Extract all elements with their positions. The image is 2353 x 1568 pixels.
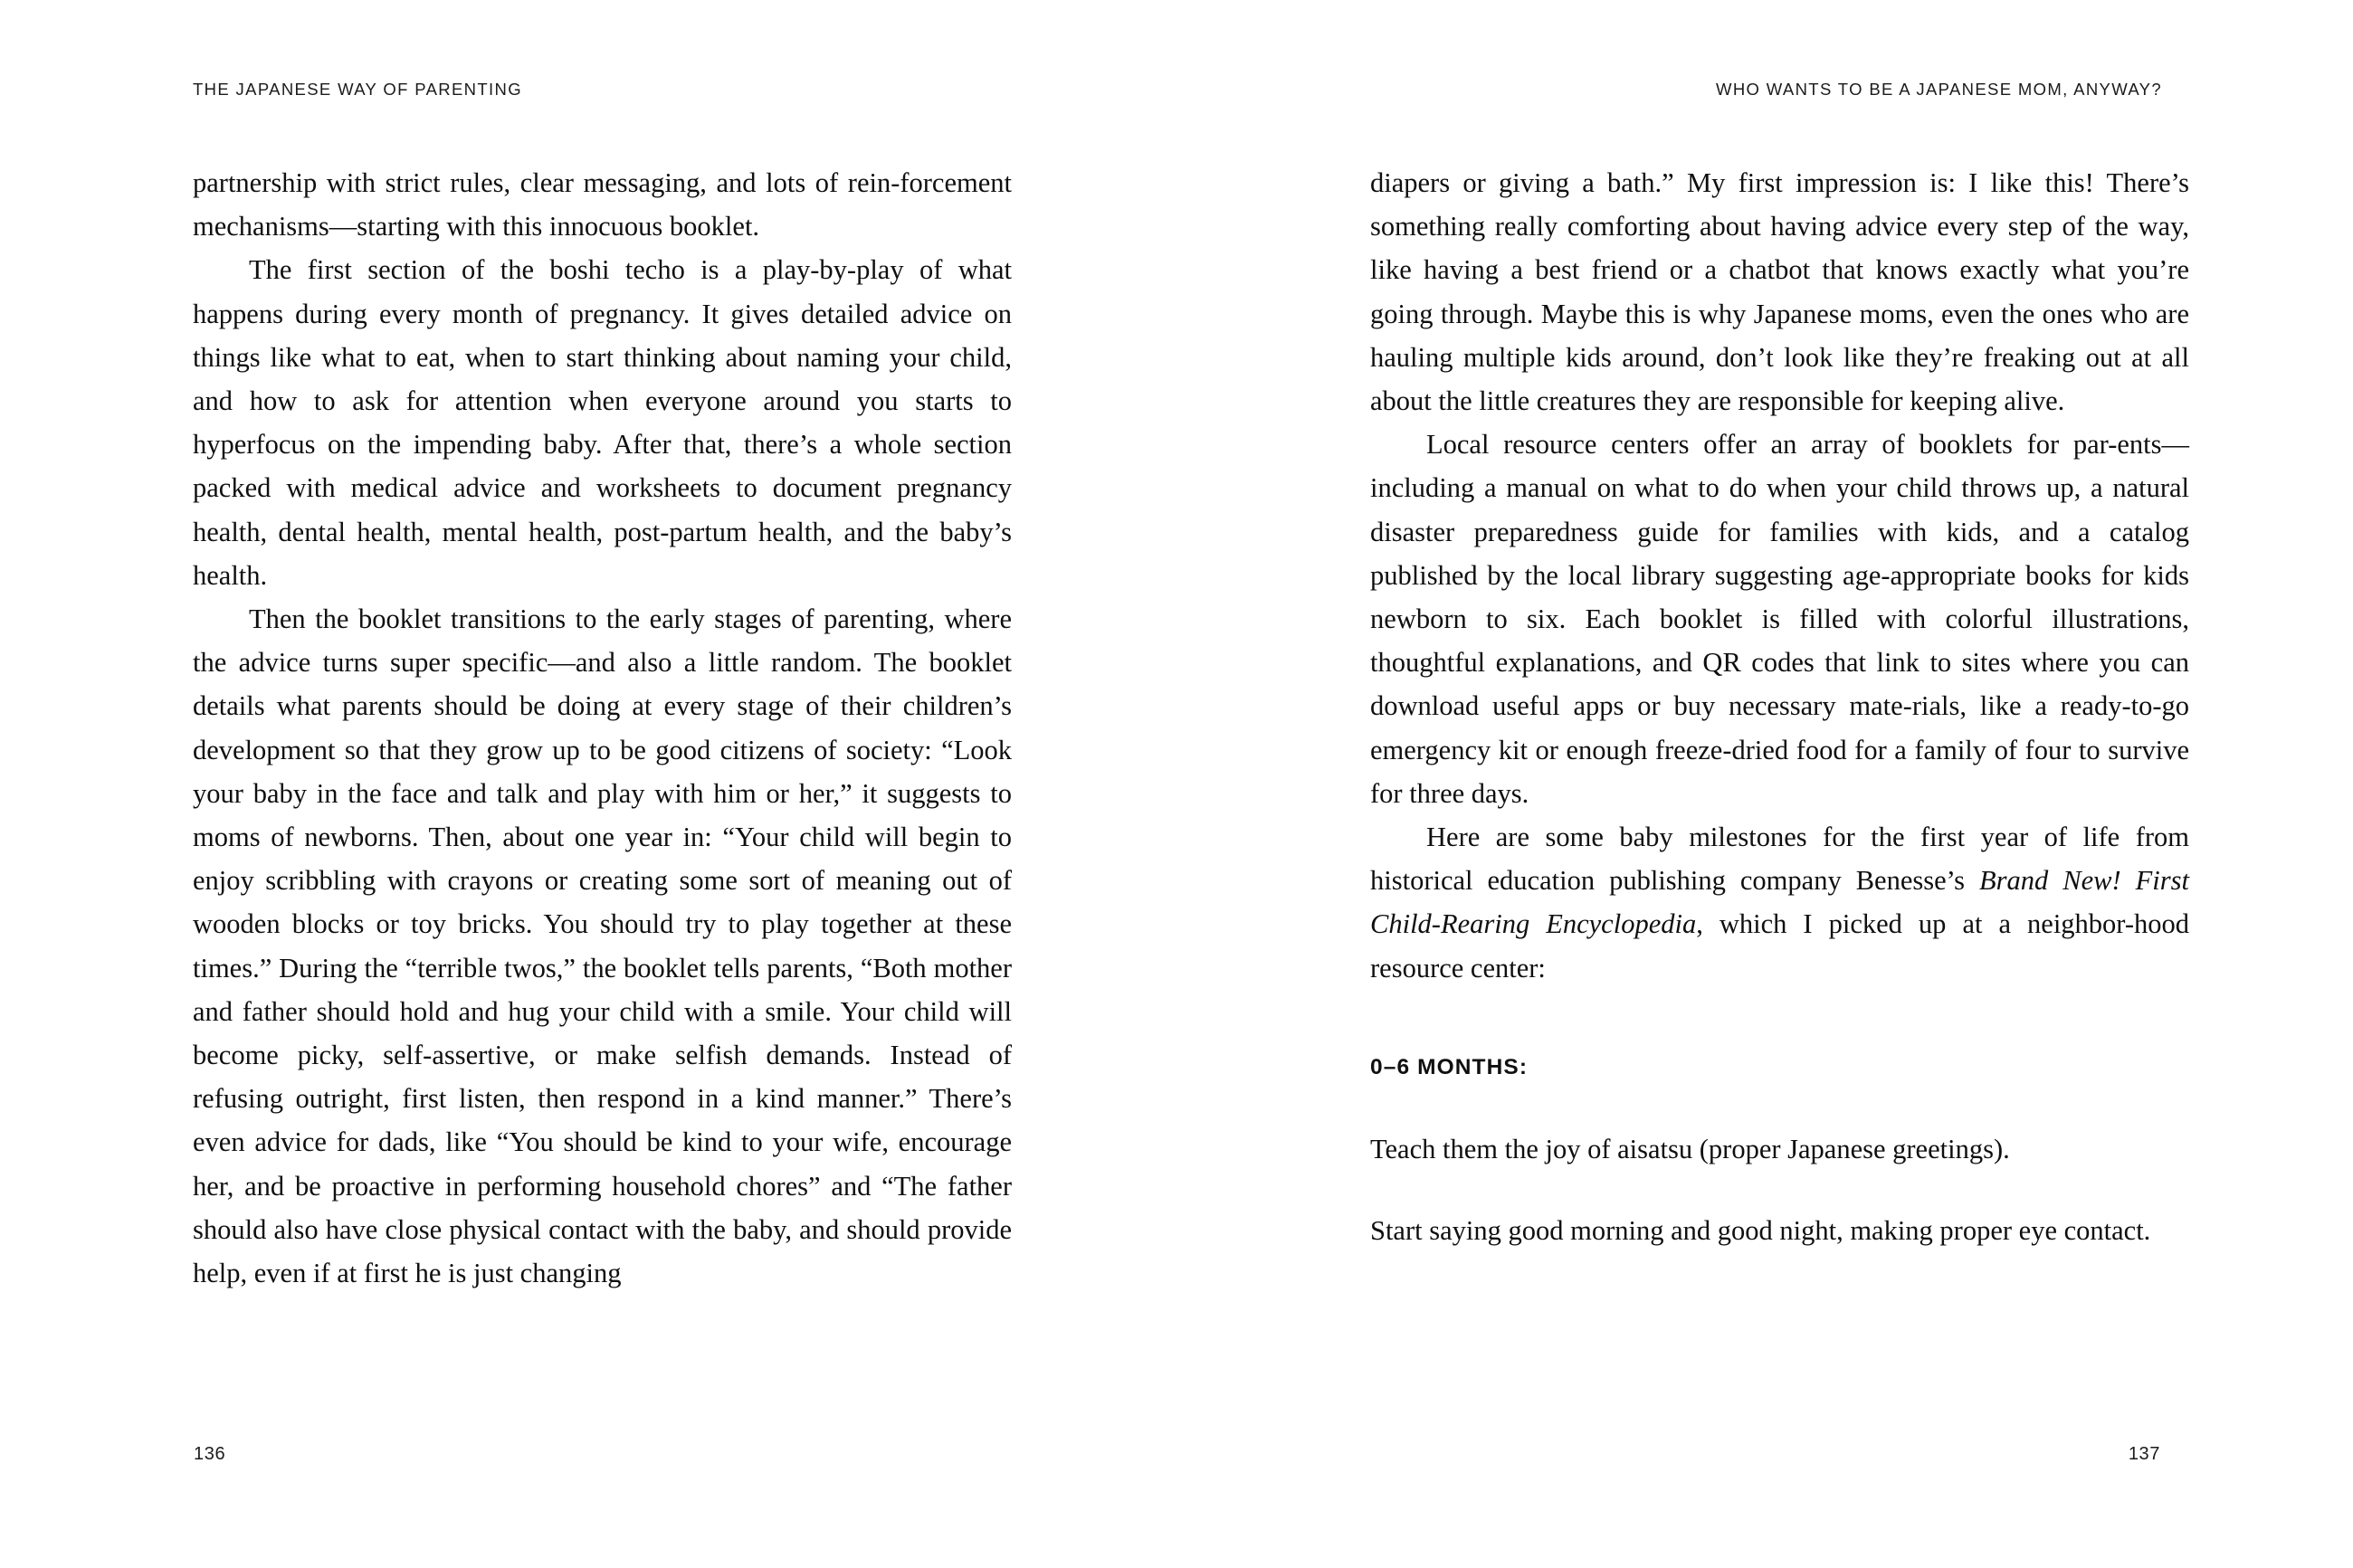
page-number-right: 137 [2128, 1444, 2160, 1464]
running-head-left: THE JAPANESE WAY OF PARENTING [193, 80, 522, 99]
paragraph: diapers or giving a bath.” My first impression is: I like this! There’s something really comforting about having advice every step of the way, like having a best friend or a chatbot that knows exactly what you’re going through. Maybe this is why Japanese moms, even the ones who are hauling multiple kids around, don’t look like they’re freaking out at all about the little creatures they are responsible for keeping alive. [1370, 167, 2189, 417]
text-column-right [1370, 161, 2189, 1252]
paragraph-text-before: Here are some baby milestones for the first year of life from historical education publishing company Benesse’s [1370, 822, 2189, 897]
paragraph: Local resource centers offer an array of booklets for par-ents—including a manual on what to do when your child throws up, a natural disaster preparedness guide for families with kids, and a catalog published by the local library suggesting age-appropriate books for kids newborn to six. Each booklet is filled with colorful illustrations, thoughtful explanations, and QR codes that link to sites where you can download useful apps or buy necessary mate-rials, like a ready-to-go emergency kit or enough freeze-dried food for a family of four to survive for three days. [1370, 429, 2189, 809]
paragraph: Then the booklet transitions to the early stages of parenting, where the advice turns super specific—and also a little random. The booklet details what parents should be doing at every stage of their children’s development so that they grow up to be good citizens of society: “Look your baby in the face and talk and play with him or her,” it suggests to moms of newborns. Then, about one year in: “Your child will begin to enjoy scribbling with crayons or creating some sort of meaning out of wooden blocks or toy bricks. You should try to play together at these times.” During the “terrible twos,” the booklet tells parents, “Both mother and father should hold and hug your child with a smile. Your child will become picky, self-assertive, or make selfish demands. Instead of refusing outright, first listen, then respond in a kind manner.” There’s even advice for dads, like “You should be kind to your wife, encourage her, and be proactive in performing household chores” and “The father should also have close physical contact with the baby, and should provide help, even if at first he is just changing [193, 603, 1012, 1289]
page-right [1176, 0, 2353, 1568]
page-number-left: 136 [194, 1444, 226, 1464]
milestone-item: Teach them the joy of aisatsu (proper Japanese greetings). [1370, 1134, 2010, 1165]
milestone-item: Start saying good morning and good night, making proper eye contact. [1370, 1215, 2151, 1247]
paragraph-text-after: , which I picked up at a neighbor-hood resource center: [1370, 908, 2189, 984]
running-head-right: WHO WANTS TO BE A JAPANESE MOM, ANYWAY? [1716, 80, 2162, 99]
paragraph-with-italic-title [1370, 815, 2189, 990]
section-subhead: 0–6 MONTHS: [1370, 1054, 1529, 1079]
text-column-left [193, 161, 1012, 1295]
paragraph: partnership with strict rules, clear messaging, and lots of rein-forcement mechanisms—starting with this innocuous booklet. [193, 167, 1012, 242]
page-left [0, 0, 1176, 1568]
book-title-italic: Brand New! First Child-Rearing Encyclopedia [1370, 865, 2189, 940]
paragraph: The first section of the boshi techo is a play-by-play of what happens during every month of pregnancy. It gives detailed advice on things like what to eat, when to start thinking about naming your child, and how to ask for attention when everyone around you starts to hyperfocus on the impending baby. After that, there’s a whole section packed with medical advice and worksheets to document pregnancy health, dental health, mental health, post-partum health, and the baby’s health. [193, 254, 1012, 591]
